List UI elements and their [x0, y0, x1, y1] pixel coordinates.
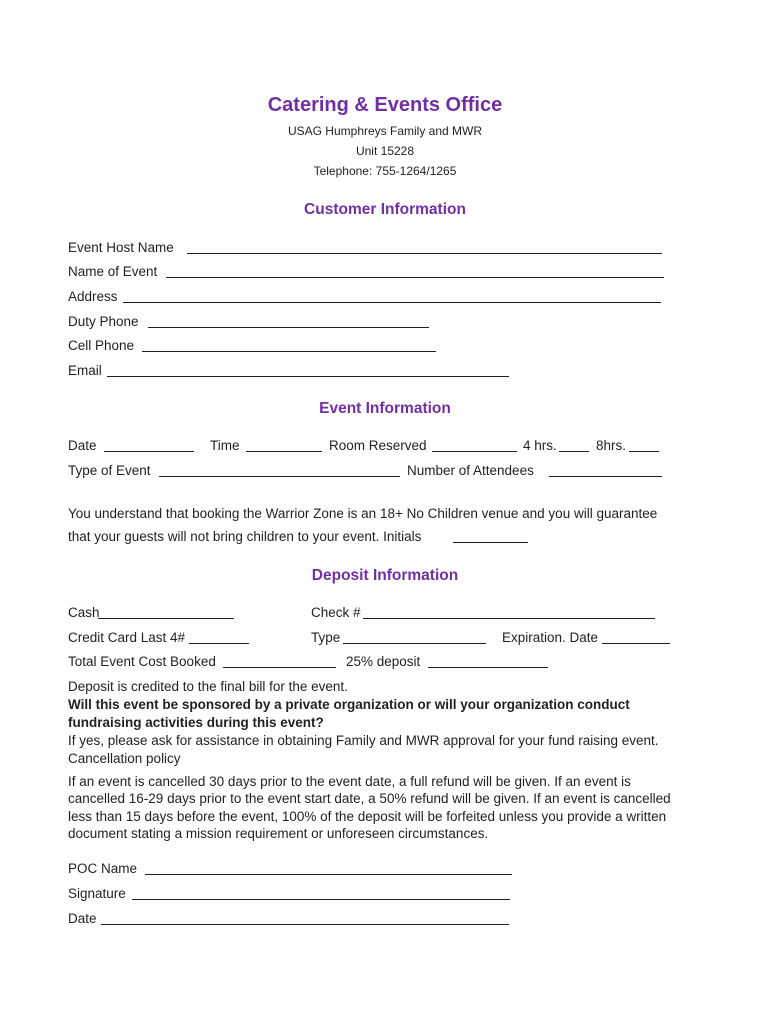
name-of-event-field[interactable]	[166, 277, 664, 278]
cash-label: Cash	[68, 605, 100, 620]
cash-field[interactable]	[98, 618, 234, 619]
name-of-event-label: Name of Event	[68, 264, 158, 279]
duty-phone-label: Duty Phone	[68, 314, 139, 329]
no-children-notice-line1: You understand that booking the Warrior Zone is an 18+ No Children venue and you will guarantee	[68, 506, 658, 521]
expiration-date-field[interactable]	[602, 643, 670, 644]
eight-hrs-label: 8hrs.	[596, 438, 627, 453]
page-title: Catering & Events Office	[267, 94, 503, 116]
address-field[interactable]	[123, 302, 661, 303]
customer-info-heading: Customer Information	[304, 201, 466, 218]
email-label: Email	[68, 363, 102, 378]
event-time-field[interactable]	[246, 451, 322, 452]
expiration-label: Expiration. Date	[502, 630, 599, 645]
policy-line4: document stating a mission requirement or unforeseen circumstances.	[68, 826, 489, 841]
signoff-date-field[interactable]	[101, 924, 509, 925]
card-type-field[interactable]	[343, 643, 486, 644]
room-reserved-field[interactable]	[432, 451, 517, 452]
deposit-credited-note: Deposit is credited to the final bill for the event.	[68, 679, 348, 694]
total-cost-field[interactable]	[223, 667, 336, 668]
approval-note: If yes, please ask for assistance in obtaining Family and MWR approval for your fund raising event.	[68, 733, 659, 748]
telephone: Telephone: 755-1264/1265	[313, 164, 457, 178]
initials-field[interactable]	[453, 542, 528, 543]
time-label: Time	[210, 438, 240, 453]
signature-label: Signature	[68, 886, 126, 901]
cell-phone-label: Cell Phone	[68, 338, 135, 353]
signature-field[interactable]	[132, 899, 510, 900]
email-field[interactable]	[107, 376, 509, 377]
type-of-event-label: Type of Event	[68, 463, 151, 478]
credit-card-field[interactable]	[189, 643, 249, 644]
room-reserved-label: Room Reserved	[329, 438, 427, 453]
check-number-field[interactable]	[363, 618, 655, 619]
total-cost-label: Total Event Cost Booked	[68, 654, 216, 669]
signoff-date-label: Date	[68, 911, 97, 926]
four-hrs-field[interactable]	[559, 451, 589, 452]
policy-line3: less than 15 days before the event, 100% of the deposit will be forfeited unless you provide a written	[68, 809, 667, 824]
policy-line2: cancelled 16-29 days prior to the event start date, a 50% refund will be given. If an event is cancelled	[68, 791, 671, 806]
four-hrs-label: 4 hrs.	[523, 438, 557, 453]
org-name: USAG Humphreys Family and MWR	[287, 124, 483, 138]
policy-line1: If an event is cancelled 30 days prior to the event date, a full refund will be given. If an event is	[68, 774, 631, 789]
sponsorship-question-line1: Will this event be sponsored by a private organization or will your organization conduct	[68, 697, 630, 712]
eight-hrs-field[interactable]	[629, 451, 659, 452]
event-host-name-label: Event Host Name	[68, 240, 174, 255]
deposit-info-heading: Deposit Information	[311, 567, 459, 584]
number-of-attendees-label: Number of Attendees	[407, 463, 534, 478]
deposit-percent-label: 25% deposit	[346, 654, 421, 669]
deposit-amount-field[interactable]	[428, 667, 548, 668]
no-children-notice-line2: that your guests will not bring children to your event. Initials	[68, 529, 422, 544]
cell-phone-field[interactable]	[142, 351, 436, 352]
poc-name-label: POC Name	[68, 861, 138, 876]
event-date-field[interactable]	[104, 451, 194, 452]
duty-phone-field[interactable]	[148, 327, 429, 328]
credit-card-label: Credit Card Last 4#	[68, 630, 186, 645]
address-label: Address	[68, 289, 118, 304]
check-label: Check #	[311, 605, 361, 620]
sponsorship-question-line2: fundraising activities during this event?	[68, 715, 324, 730]
date-label: Date	[68, 438, 97, 453]
unit-number: Unit 15228	[355, 144, 415, 158]
poc-name-field[interactable]	[145, 874, 512, 875]
event-host-name-field[interactable]	[187, 253, 662, 254]
type-of-event-field[interactable]	[159, 476, 400, 477]
event-info-heading: Event Information	[319, 400, 451, 417]
number-of-attendees-field[interactable]	[549, 476, 662, 477]
cancellation-heading: Cancellation policy	[68, 751, 181, 766]
type-label: Type	[311, 630, 341, 645]
